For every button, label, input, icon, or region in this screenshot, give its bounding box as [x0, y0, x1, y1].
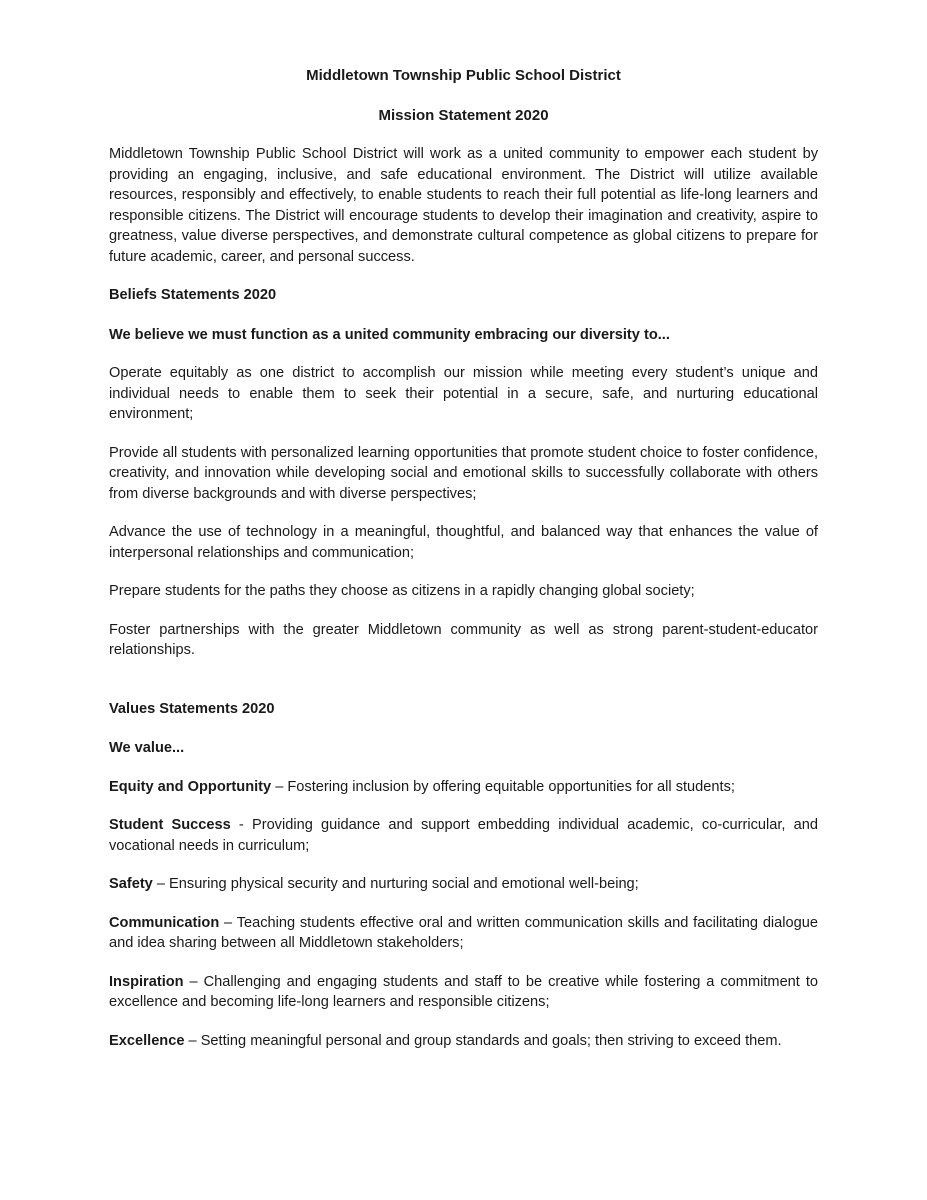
value-separator: – [271, 778, 288, 795]
value-term: Equity and Opportunity [109, 778, 272, 795]
value-text: Setting meaningful personal and group standards and goals; then striving to exceed them. [200, 1032, 782, 1049]
mission-heading: Mission Statement 2020 [378, 106, 549, 124]
value-text: Providing guidance and support embedding individual academic, co-curricular, and vocational needs in curriculum; [109, 817, 818, 854]
value-term: Communication [109, 914, 220, 931]
value-text: Fostering inclusion by offering equitable opportunities for all students; [287, 778, 735, 795]
beliefs-lead: We believe we must function as a united community embracing our diversity to... [109, 326, 670, 343]
value-separator: – [184, 1032, 201, 1049]
value-item-student-success [109, 815, 818, 856]
belief-item: Foster partnerships with the greater Middletown community as well as strong parent-student-educator relationships. [109, 621, 818, 658]
value-item-excellence [109, 1031, 818, 1052]
value-item-inspiration [109, 972, 818, 1013]
value-separator: – [183, 973, 204, 990]
value-term: Safety [109, 876, 153, 892]
value-separator: - [230, 817, 252, 833]
value-text: Ensuring physical security and nurturing social and emotional well-being; [169, 876, 639, 892]
value-item-safety [109, 874, 818, 895]
values-lead: We value... [109, 740, 185, 756]
value-term: Excellence [109, 1032, 185, 1049]
beliefs-heading: Beliefs Statements 2020 [109, 287, 277, 303]
value-separator: – [152, 876, 170, 892]
belief-item: Operate equitably as one district to accomplish our mission while meeting every student’s unique and individual needs to enable them to seek their potential in a secure, safe, and nurturing educational environment; [109, 365, 818, 422]
belief-item: Provide all students with personalized learning opportunities that promote student choice to foster confidence, creativity, and innovation while developing social and emotional skills to successfully collaborate with others from diverse backgrounds and with diverse perspectives; [109, 444, 818, 502]
value-separator: – [219, 914, 237, 931]
value-item-equity [109, 777, 818, 798]
value-term: Inspiration [109, 973, 184, 990]
value-term: Student Success [109, 817, 231, 833]
belief-item: Prepare students for the paths they choose as citizens in a rapidly changing global society; [109, 583, 695, 599]
values-heading: Values Statements 2020 [109, 700, 275, 717]
value-text: Challenging and engaging students and staff to be creative while fostering a commitment to excellence and becoming life-long learners and responsible citizens; [109, 973, 818, 1010]
value-text: Teaching students effective oral and written communication skills and facilitating dialogue and idea sharing between all Middletown stakeholders; [109, 914, 818, 951]
mission-statement: Middletown Township Public School District will work as a united community to empower each student by providing an engaging, inclusive, and safe educational environment. The District will utilize available resources, responsibly and effectively, to enable students to reach their full potential as life-long learners and responsible citizens. The District will encourage students to develop their imagination and creativity, aspire to greatness, value diverse perspectives, and demonstrate cultural competence as global citizens to prepare for future academic, career, and personal success. [109, 146, 818, 265]
document-title: Middletown Township Public School District [306, 67, 621, 84]
document-page [109, 66, 818, 1051]
value-item-communication [109, 913, 818, 954]
belief-item: Advance the use of technology in a meaningful, thoughtful, and balanced way that enhances the value of interpersonal relationships and communication; [109, 524, 818, 561]
